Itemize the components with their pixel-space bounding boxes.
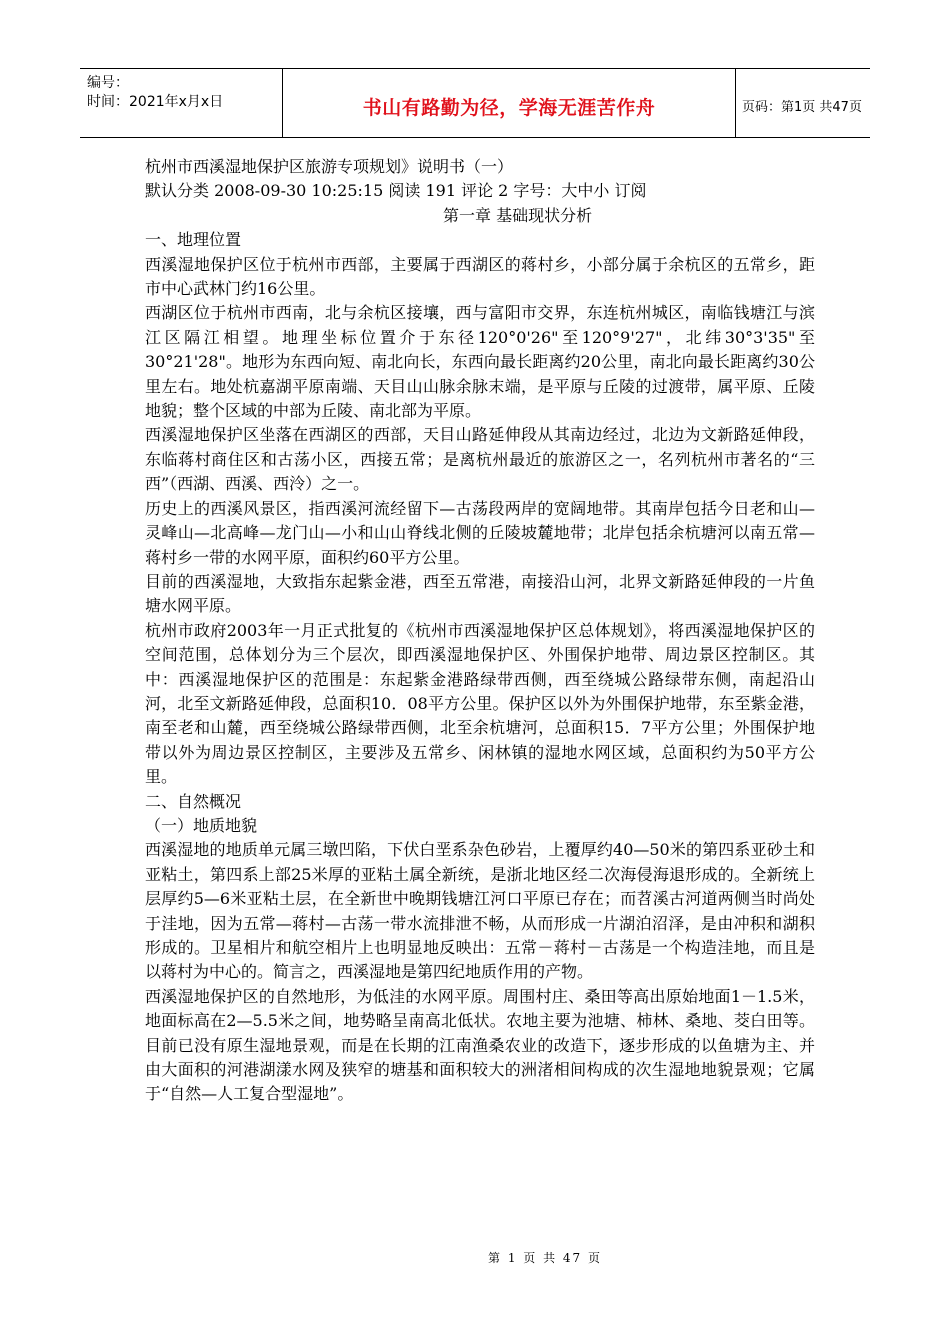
doc-title: 杭州市西溪湿地保护区旅游专项规划》说明书（一） <box>145 157 514 176</box>
header-right-cell <box>735 69 870 137</box>
paragraph-1: 西溪湿地保护区位于杭州市西部，主要属于西湖区的蒋村乡，小部分属于余杭区的五常乡，距市中心武林门约16公里。 <box>145 254 815 299</box>
paragraph-8: 西溪湿地保护区的自然地形，为低洼的水网平原。周围村庄、桑田等高出原始地面1－1.5米，地面标高在2—5.5米之间，地势略呈南高北低状。农地主要为池塘、柿林、桑地、茭白田等。目前已没有原生湿地景观，而是在长期的江南渔桑农业的改造下，逐步形成的以鱼塘为主、并由大面积的河港湖漾水网及狭窄的塘基和面积较大的洲渚相间构成的次生湿地地貌景观；它属于“自然—人工复合型湿地”。 <box>145 986 815 1104</box>
page-info: 页码：第1页 共47页 <box>742 100 862 115</box>
page-footer <box>0 1249 950 1266</box>
section-heading-2: 二、自然概况 <box>145 791 242 811</box>
document-body <box>145 155 815 1107</box>
subsection-heading-1: （一）地质地貌 <box>145 815 258 835</box>
section-heading-1: 一、地理位置 <box>145 230 242 250</box>
chapter-heading: 第一章 基础现状分析 <box>443 205 593 225</box>
time-label: 时间：2021年x月x日 <box>87 94 224 110</box>
paragraph-4: 历史上的西溪风景区，指西溪河流经留下—古荡段两岸的宽阔地带。其南岸包括今日老和山—灵峰山—北高峰—龙门山—小和山山脊线北侧的丘陵坡麓地带；北岸包括余杭塘河以南五常—蒋村乡一带的水网平原，面积约60平方公里。 <box>145 498 815 567</box>
doc-meta: 默认分类 2008-09-30 10:25:15 阅读 191 评论 2 字号：大中小 订阅 <box>145 181 647 201</box>
paragraph-6: 杭州市政府2003年一月正式批复的《杭州市西溪湿地保护区总体规划》，将西溪湿地保护区的空间范围，总体划分为三个层次，即西溪湿地保护区、外围保护地带、周边景区控制区。其中：西溪湿地保护区的范围是：东起紫金港路绿带西侧，西至绕城公路绿带东侧，南起沿山河，北至文新路延伸段，总面积10．08平方公里。保护区以外为外围保护地带，东至紫金港，南至老和山麓，西至绕城公路绿带西侧，北至余杭塘河，总面积15．7平方公里；外围保护地带以外为周边景区控制区，主要涉及五常乡、闲林镇的湿地水网区域，总面积约为50平方公里。 <box>145 620 815 787</box>
header-motto-cell <box>282 69 736 137</box>
paragraph-2: 西湖区位于杭州市西南，北与余杭区接壤，西与富阳市交界，东连杭州城区，南临钱塘江与滨江区隔江相望。地理坐标位置介于东径120°0'26"至120°9'27"，北纬30°3'35"至30°21'28"。地形为东西向短、南北向长，东西向最长距离约20公里，南北向最长距离约30公里左右。地处杭嘉湖平原南端、天目山山脉余脉末端，是平原与丘陵的过渡带，属平原、丘陵地貌；整个区域的中部为丘陵、南北部为平原。 <box>145 303 815 421</box>
footer-page-number: 第 1 页 共 47 页 <box>488 1251 602 1265</box>
paragraph-3: 西溪湿地保护区坐落在西湖区的西部，天目山路延伸段从其南边经过，北边为文新路延伸段，东临蒋村商住区和古荡小区，西接五常；是离杭州最近的旅游区之一，名列杭州市著名的“三西”（西湖、西溪、西泠）之一。 <box>145 425 815 494</box>
paragraph-7: 西溪湿地的地质单元属三墩凹陷，下伏白垩系杂色砂岩，上覆厚约40—50米的第四系亚砂土和亚粘土，第四系上部25米厚的亚粘土属全新统，是浙北地区经二次海侵海退形成的。全新统上层厚约5—6米亚粘土层，在全新世中晚期钱塘江河口平原已存在；而苕溪古河道两侧当时尚处于洼地，因为五常—蒋村—古荡一带水流排泄不畅，从而形成一片湖泊沼泽，是由冲积和湖积形成的。卫星相片和航空相片上也明显地反映出：五常－蒋村－古荡是一个构造洼地，而且是以蒋村为中心的。简言之，西溪湿地是第四纪地质作用的产物。 <box>145 840 815 982</box>
header-left-cell <box>80 69 282 137</box>
paragraph-5: 目前的西溪湿地，大致指东起紫金港，西至五常港，南接沿山河，北界文新路延伸段的一片鱼塘水网平原。 <box>145 571 815 616</box>
motto-text: 书山有路勤为径，学海无涯苦作舟 <box>362 97 656 119</box>
header-table <box>80 68 870 138</box>
number-label: 编号： <box>87 75 129 91</box>
